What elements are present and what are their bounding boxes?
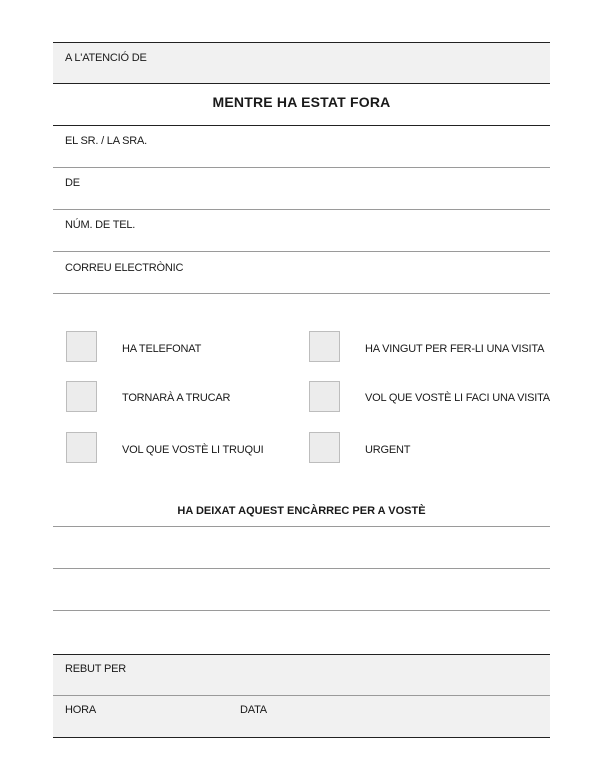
field-tel-label: NÚM. DE TEL. [65,219,136,231]
field-email[interactable] [53,252,550,294]
field-email-label: CORREU ELECTRÒNIC [65,262,184,274]
field-de[interactable] [53,168,550,210]
checkbox-ha-telefonat[interactable] [66,331,97,362]
received-by-field[interactable] [53,654,550,696]
checkbox-ha-vingut-label: HA VINGUT PER FER-LI UNA VISITA [365,343,545,355]
field-sr-sra-label: EL SR. / LA SRA. [65,135,147,147]
checkbox-vol-visita-label: VOL QUE VOSTÈ LI FACI UNA VISITA [365,392,550,404]
form-title-bar [53,84,550,126]
field-de-label: DE [65,177,80,189]
checkbox-urgent[interactable] [309,432,340,463]
field-sr-sra[interactable] [53,126,550,168]
checkbox-urgent-label: URGENT [365,444,411,456]
date-label: DATA [240,704,267,716]
message-line-2[interactable] [53,568,550,569]
attention-label: A L'ATENCIÓ DE [65,52,147,64]
checkbox-vol-truqui[interactable] [66,432,97,463]
message-title: HA DEIXAT AQUEST ENCÀRREC PER A VOSTÈ [177,505,426,517]
checkbox-vol-visita[interactable] [309,381,340,412]
checkbox-ha-vingut[interactable] [309,331,340,362]
time-label: HORA [65,704,96,716]
checkbox-tornara-trucar[interactable] [66,381,97,412]
received-by-label: REBUT PER [65,663,126,675]
field-tel[interactable] [53,210,550,252]
attention-field[interactable] [53,42,550,84]
checkbox-tornara-trucar-label: TORNARÀ A TRUCAR [122,392,231,404]
message-line-1[interactable] [53,526,550,527]
checkbox-vol-truqui-label: VOL QUE VOSTÈ LI TRUQUI [122,444,264,456]
form-title: MENTRE HA ESTAT FORA [212,94,391,110]
time-date-field[interactable] [53,696,550,738]
checkbox-ha-telefonat-label: HA TELEFONAT [122,343,202,355]
message-line-3[interactable] [53,610,550,611]
